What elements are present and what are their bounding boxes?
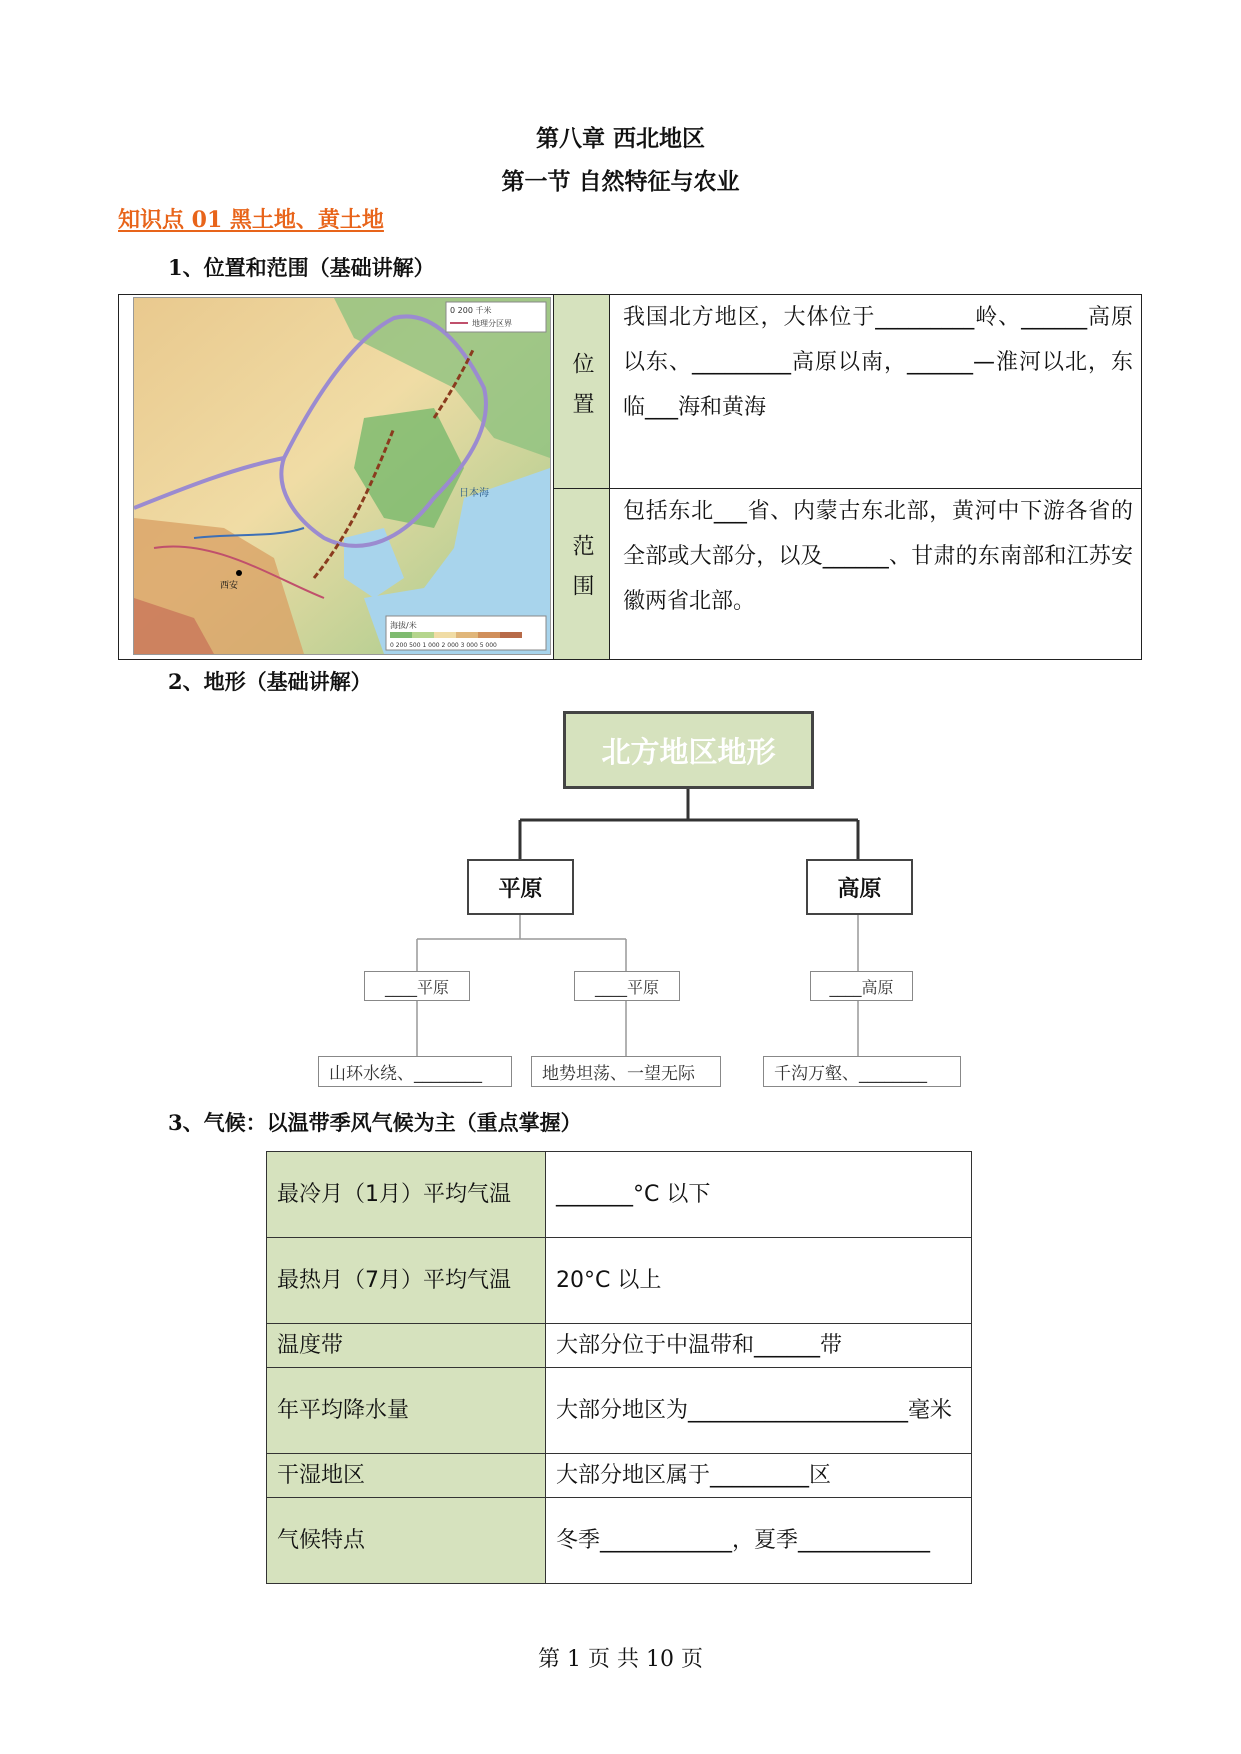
diagram-node-plain-a: ____平原 <box>364 971 470 1001</box>
map-scale-label: 0 200 千米 <box>450 306 492 315</box>
subsection-location: 1、位置和范围（基础讲解） <box>168 255 435 280</box>
climate-key: 温度带 <box>267 1324 546 1368</box>
climate-value: 冬季____________，夏季____________ <box>546 1498 972 1584</box>
table-row <box>267 1152 972 1238</box>
climate-value: 20°C 以上 <box>546 1238 972 1324</box>
chapter-title: 第八章 西北地区 <box>535 125 705 152</box>
table-row <box>267 1454 972 1498</box>
scope-text: 包括东北___省、内蒙古东北部，黄河中下游各省的全部或大部分，以及______、甘肃的东南部和江苏安徽两省北部。 <box>623 499 1133 614</box>
table-row <box>267 1498 972 1584</box>
climate-key: 年平均降水量 <box>267 1368 546 1454</box>
row-head-scope: 范围 <box>554 489 609 659</box>
map-sea-label: 日本海 <box>459 488 489 499</box>
section-title: 第一节 自然特征与农业 <box>501 168 740 195</box>
table-row <box>267 1368 972 1454</box>
climate-table <box>266 1151 972 1584</box>
climate-value: 大部分地区属于_________区 <box>546 1454 972 1498</box>
diagram-node-plateau: 高原 <box>806 859 913 915</box>
climate-key: 气候特点 <box>267 1498 546 1584</box>
subsection-terrain: 2、地形（基础讲解） <box>168 669 372 694</box>
map-elevation-ticks: 0 200 500 1 000 2 000 3 000 5 000 <box>390 642 497 649</box>
row-head-position: 位置 <box>554 295 609 488</box>
diagram-leaf-a: 山环水绕、________ <box>318 1056 512 1087</box>
climate-key: 最热月（7月）平均气温 <box>267 1238 546 1324</box>
subsection-climate: 3、气候：以温带季风气候为主（重点掌握） <box>168 1110 582 1135</box>
page-footer: 第 1 页 共 10 页 <box>538 1647 703 1672</box>
map-elevation-title: 海拔/米 <box>390 621 417 630</box>
climate-key: 干湿地区 <box>267 1454 546 1498</box>
map-city-label: 西安 <box>220 581 239 591</box>
position-text: 我国北方地区，大体位于_________岭、______高原以东、_________高原以南，______—淮河以北，东临___海和黄海 <box>623 305 1133 420</box>
climate-value: _______°C 以下 <box>546 1152 972 1238</box>
table-row <box>267 1324 972 1368</box>
map-legend-label: 地理分区界 <box>472 319 512 328</box>
climate-value: 大部分位于中温带和______带 <box>546 1324 972 1368</box>
diagram-node-plain-b: ____平原 <box>574 971 680 1001</box>
diagram-leaf-b: 地势坦荡、一望无际 <box>531 1056 721 1087</box>
knowledge-point-title: 知识点 01 黑土地、黄土地 <box>118 207 384 233</box>
climate-key: 最冷月（1月）平均气温 <box>267 1152 546 1238</box>
diagram-node-plateau-a: ____高原 <box>810 971 913 1001</box>
diagram-root-north-terrain: 北方地区地形 <box>563 711 814 789</box>
diagram-node-plain: 平原 <box>467 859 574 915</box>
table-row <box>267 1238 972 1324</box>
climate-value: 大部分地区为____________________毫米 <box>546 1368 972 1454</box>
diagram-leaf-c: 千沟万壑、________ <box>763 1056 961 1087</box>
